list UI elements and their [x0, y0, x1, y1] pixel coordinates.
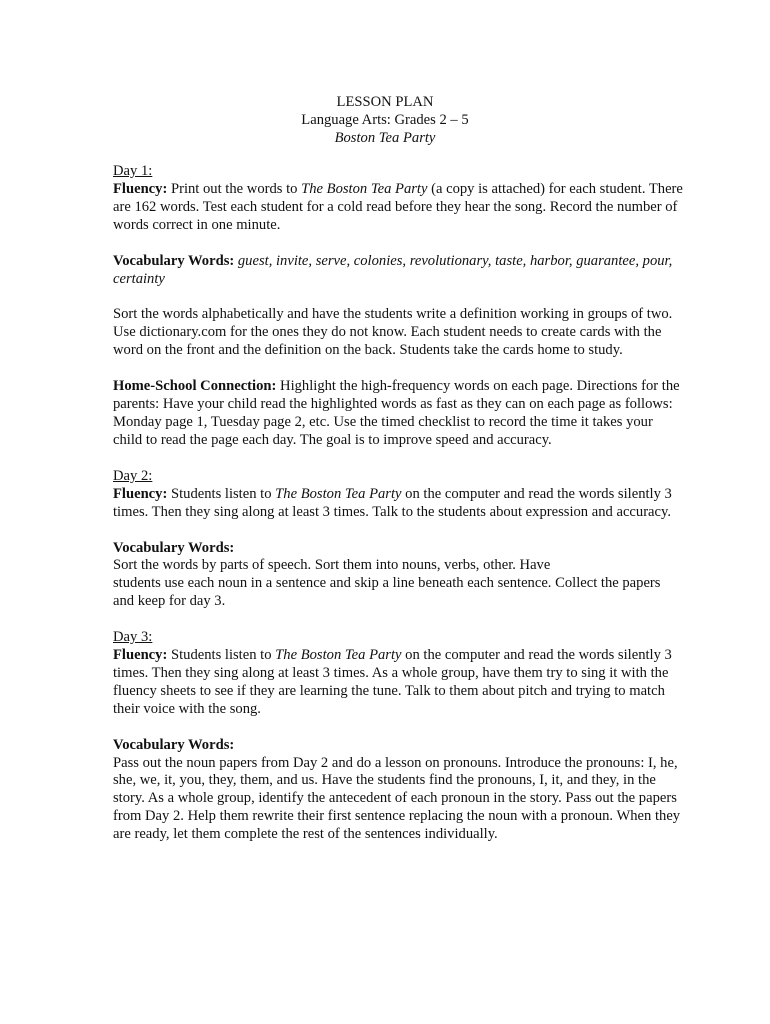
day1-fluency — [113, 181, 683, 235]
day2-vocabulary-label: Vocabulary Words: — [113, 539, 235, 556]
day2-fluency-book-title: The Boston Tea Party — [275, 485, 402, 502]
day3-fluency-label: Fluency: — [113, 647, 168, 664]
day1-home-school-label: Home-School Connection: — [113, 378, 277, 395]
day1-heading: Day 1: — [113, 163, 153, 179]
day2-fluency-text-b: on the computer and read the words silently 3 times. Then they sing along at least 3 times. Talk to the students about expression and accuracy. — [113, 485, 672, 520]
day1-vocabulary-label: Vocabulary Words: — [113, 252, 235, 269]
day1-fluency-book-title: The Boston Tea Party — [301, 180, 428, 197]
lesson-header — [0, 93, 770, 147]
day2-vocabulary-line1: Sort the words by parts of speech. Sort them into nouns, verbs, other. Have — [113, 557, 551, 574]
day2-fluency-text-a: Students listen to — [167, 485, 276, 502]
lesson-body — [113, 163, 683, 844]
day3-fluency-text-a: Students listen to — [167, 647, 276, 664]
day1-fluency-text-b: (a copy is attached) for each student. There are 162 words. Test each student for a cold read before they hear the song. Record the number of words correct in one minute. — [113, 180, 683, 233]
day3-fluency — [113, 647, 683, 719]
day2-fluency-label: Fluency: — [113, 485, 168, 502]
lesson-topic: Boston Tea Party — [334, 130, 436, 146]
day3-fluency-book-title: The Boston Tea Party — [275, 647, 402, 664]
day2-vocabulary-text: students use each noun in a sentence and skip a line beneath each sentence. Collect the papers and keep for day 3. — [113, 575, 661, 610]
day3-fluency-text-b: on the computer and read the words silently 3 times. Then they sing along at least 3 times. As a whole group, have them try to sing it with the fluency sheets to see if they are learning the tune. Talk to them about pitch and trying to match their voice with the song. — [113, 647, 672, 717]
day3-vocabulary-text: Pass out the noun papers from Day 2 and do a lesson on pronouns. Introduce the pronouns: I, he, she, we, it, you, they, them, and us. Have the students find the pronouns, I, it, and they, in the story. As a whole group, identify the antecedent of each pronoun in the story. Pass out the papers from Day 2. Help them rewrite their first sentence replacing the noun with a pronoun. When they are ready, let them complete the rest of the sentences individually. — [113, 754, 681, 843]
day1-home-school — [113, 378, 683, 450]
day1-fluency-text-a: Print out the words to — [167, 180, 302, 197]
day1-vocabulary — [113, 253, 683, 289]
lesson-title: LESSON PLAN — [336, 94, 434, 110]
day1-sort-paragraph: Sort the words alphabetically and have the students write a definition working in groups of two. Use dictionary.com for the ones they do not know. Each student needs to create cards with the word on the front and the definition on the back. Students take the cards home to study. — [113, 306, 673, 359]
day1-home-school-text: Highlight the high-frequency words on each page. Directions for the parents: Have your child read the highlighted words as fast as they can on each page as follows: Monday page 1, Tuesday page 2, etc. Use the timed checklist to record the time it takes your child to read the page each day. The goal is to improve speed and accuracy. — [113, 378, 680, 448]
day1-vocabulary-words: guest, invite, serve, colonies, revolutionary, taste, harbor, guarantee, pour, certainty — [113, 252, 673, 287]
day3-heading: Day 3: — [113, 629, 153, 646]
day2-fluency — [113, 486, 683, 522]
day1-fluency-label: Fluency: — [113, 180, 168, 197]
day3-vocabulary-label: Vocabulary Words: — [113, 736, 235, 753]
day2-heading: Day 2: — [113, 467, 153, 484]
lesson-subject: Language Arts: Grades 2 – 5 — [301, 112, 469, 128]
